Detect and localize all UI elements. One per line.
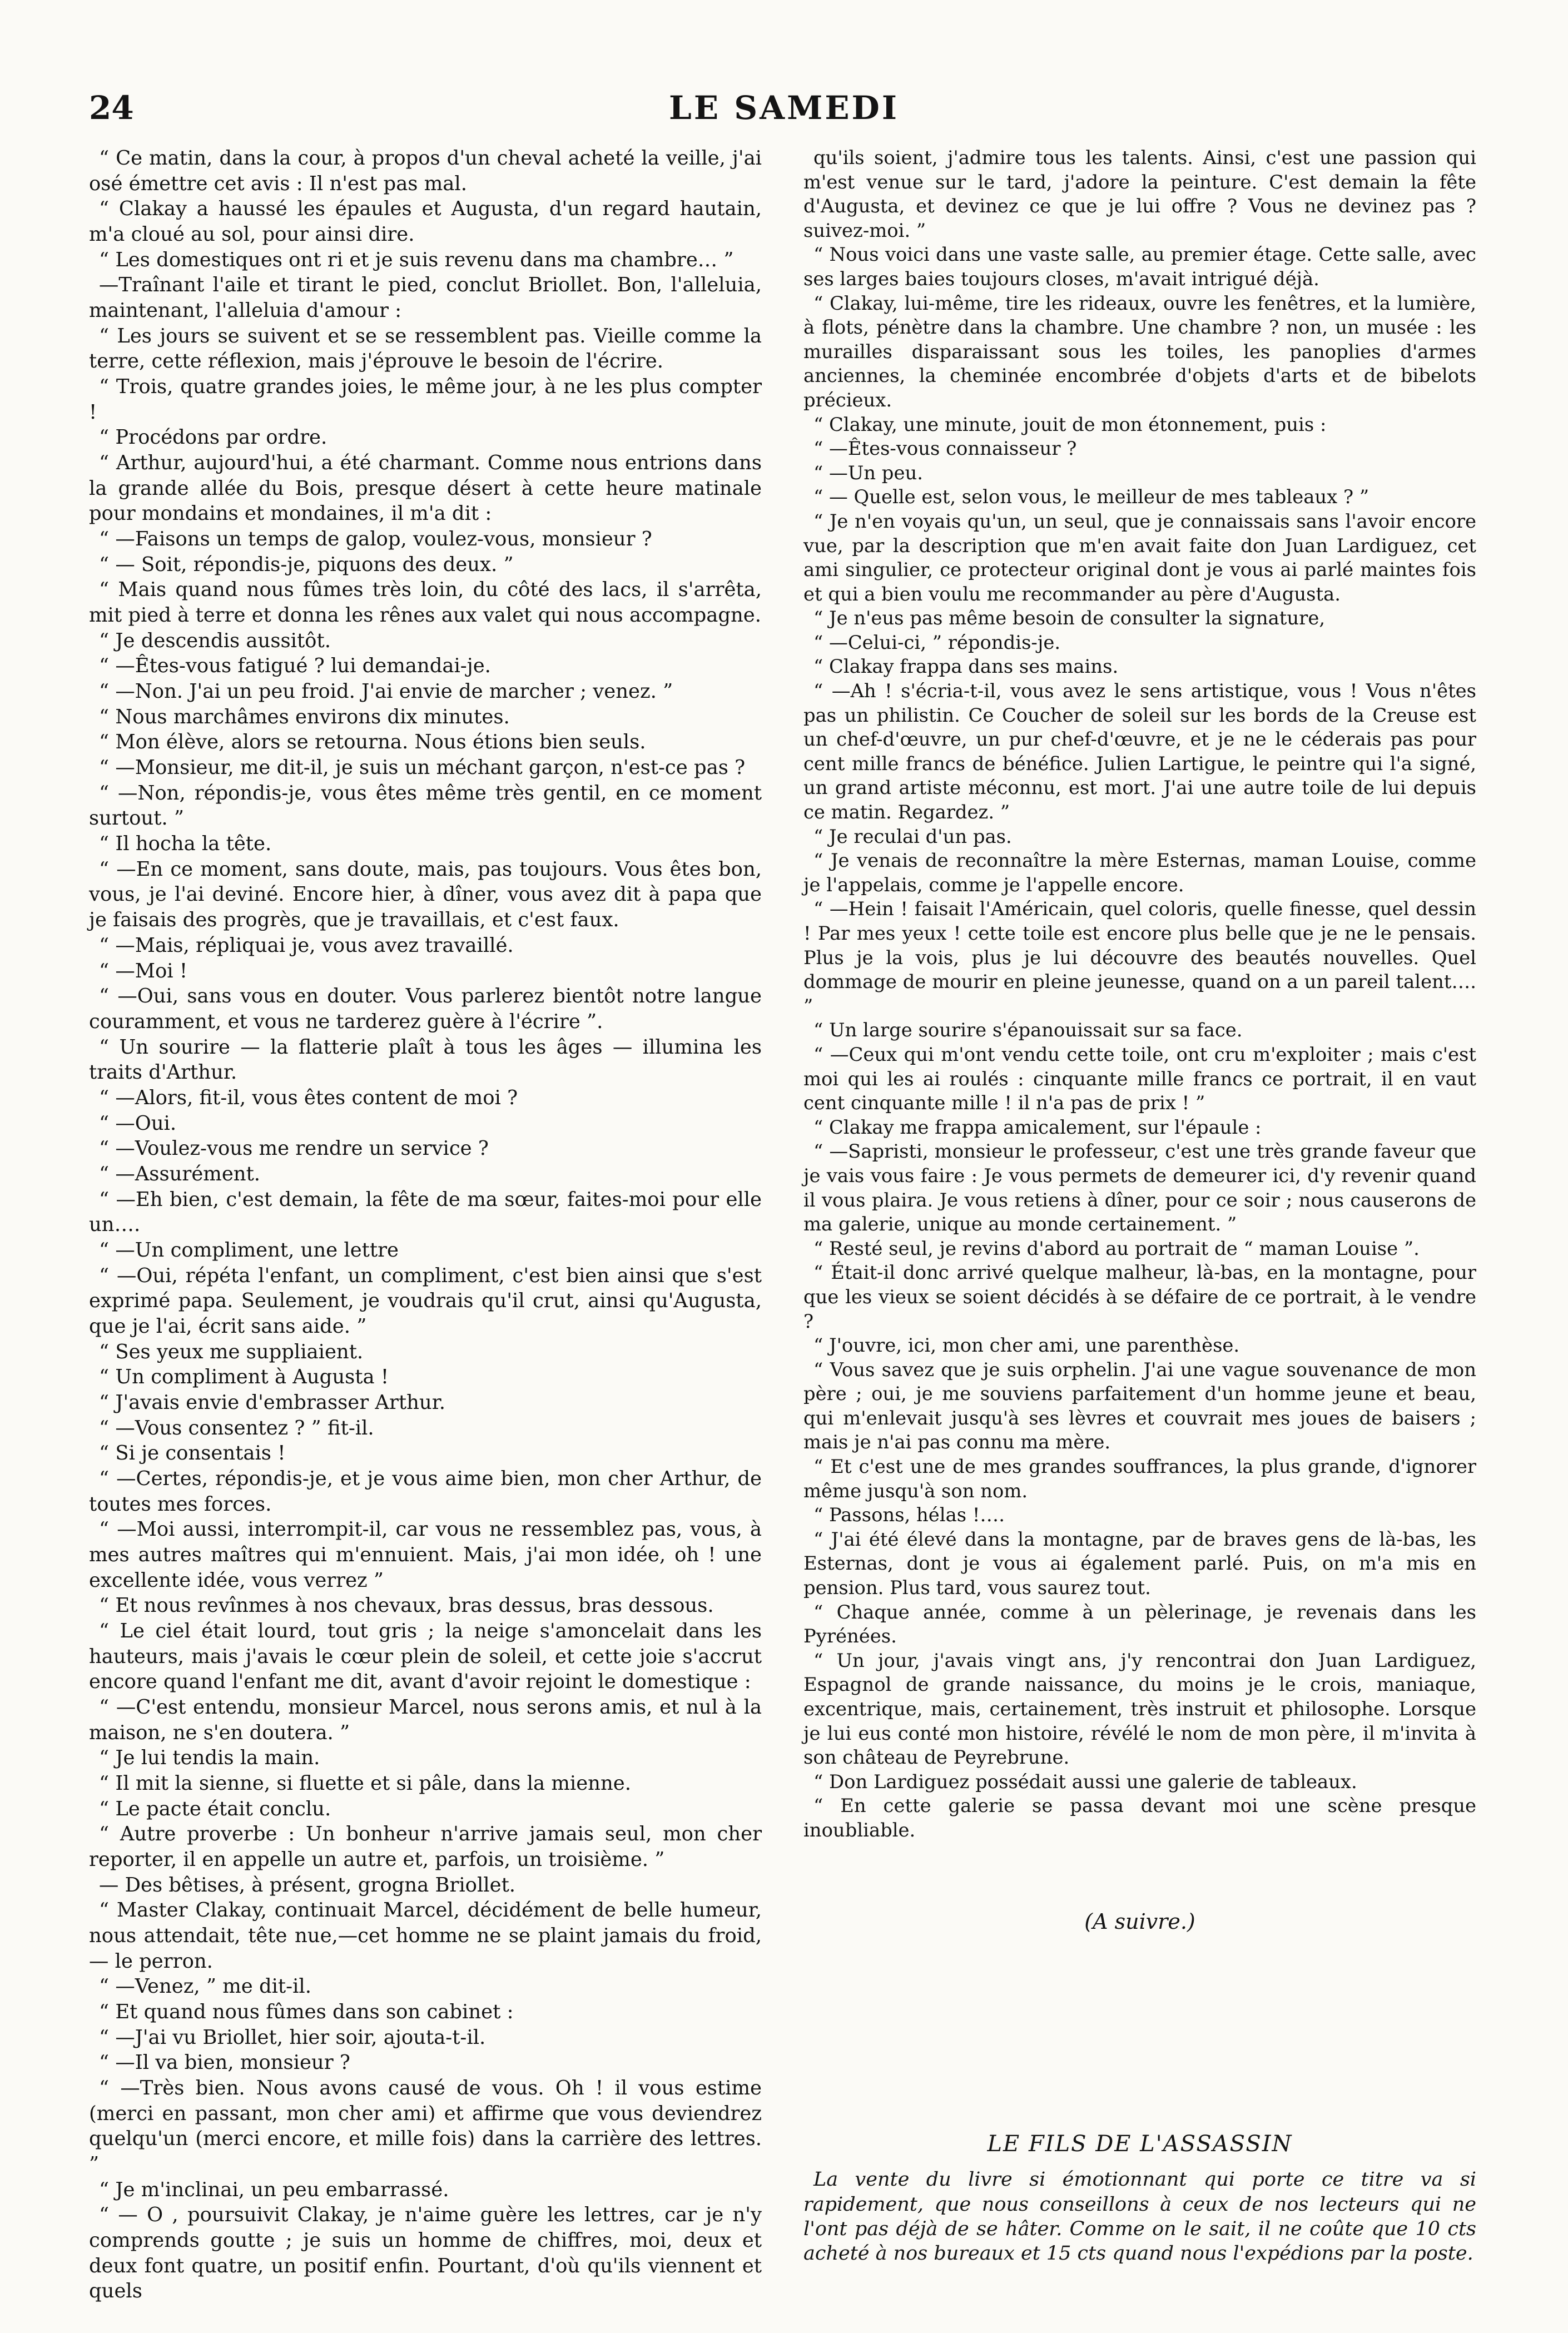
paragraph: “ Il mit la sienne, si fluette et si pâle, dans la mienne.: [99, 1772, 631, 1795]
paragraph: “ Et nous revînmes à nos chevaux, bras dessus, bras dessous.: [99, 1594, 714, 1617]
paragraph: “ —Certes, répondis-je, et je vous aime bien, mon cher Arthur, de toutes mes forces.: [89, 1467, 762, 1516]
paragraph: “ Autre proverbe : Un bonheur n'arrive jamais seul, mon cher reporter, il en appelle un autre et, parfois, un troisième. ”: [89, 1823, 762, 1872]
paragraph: “ Nous marchâmes environs dix minutes.: [99, 705, 510, 728]
paragraph: —Traînant l'aile et tirant le pied, conclut Briollet. Bon, l'alleluia, maintenant, l'alleluia d'amour :: [89, 274, 762, 322]
paragraph: “ —Sapristi, monsieur le professeur, c'est une très grande faveur que je vais vous faire : Je vous permets de demeurer ici, d'y revenir quand il vous plaira. Je vous retiens à dîner, pour ce soir ; nous causerons de ma galerie, unique au monde certainement. ”: [803, 1140, 1476, 1235]
paragraph: “ Nous voici dans une vaste salle, au premier étage. Cette salle, avec ses larges baies toujours closes, m'avait intrigué déjà.: [803, 244, 1476, 290]
paragraph: “ — Quelle est, selon vous, le meilleur de mes tableaux ? ”: [813, 486, 1369, 508]
paragraph: “ —Assurément.: [99, 1162, 261, 1185]
paragraph: “ —Non, répondis-je, vous êtes même très gentil, en ce moment surtout. ”: [89, 781, 762, 830]
paragraph: “ Vous savez que je suis orphelin. J'ai une vague souvenance de mon père ; oui, je me souviens parfaitement d'un homme jeune et beau, qui m'enlevait jusqu'à ses lèvres et couvrait mes joues de baisers ; mais je n'ai pas connu ma mère.: [803, 1358, 1476, 1453]
paragraph: “ Je n'eus pas même besoin de consulter la signature,: [813, 607, 1326, 629]
paragraph: “ —Êtes-vous connaisseur ?: [813, 438, 1077, 460]
paragraph: “ —J'ai vu Briollet, hier soir, ajouta-t-il.: [99, 2026, 486, 2049]
paragraph: “ —En ce moment, sans doute, mais, pas toujours. Vous êtes bon, vous, je l'ai deviné. Encore hier, à dîner, vous avez dit à papa que je faisais des progrès, que je travaillais, et c'est faux.: [89, 857, 762, 932]
paragraph: “ J'ai été élevé dans la montagne, par de braves gens de là-bas, les Esternas, dont je vous ai également parlé. Puis, on m'a mis en pension. Plus tard, vous saurez tout.: [803, 1528, 1476, 1599]
paragraph: “ —Monsieur, me dit-il, je suis un méchant garçon, n'est-ce pas ?: [99, 756, 746, 780]
paragraph: “ Le ciel était lourd, tout gris ; la neige s'amoncelait dans les hauteurs, mais j'avais le cœur plein de soleil, et cette joie s'accrut encore quand l'enfant me dit, avant d'avoir rejoint le domestique :: [89, 1619, 762, 1694]
paragraph: “ Mon élève, alors se retourna. Nous étions bien seuls.: [99, 731, 646, 754]
continuation-note: (A suivre.): [1084, 1909, 1195, 1934]
paragraph: “ Était-il donc arrivé quelque malheur, là-bas, en la montagne, pour que les vieux se soient décidés à se défaire de ce portrait, à le vendre ?: [803, 1262, 1476, 1332]
paragraph: “ —Hein ! faisait l'Américain, quel coloris, quelle finesse, quel dessin ! Par mes yeux ! cette toile est encore plus belle que je ne le pensais. Plus je la vois, plus je lui découvre des beautés nouvelles. Quel dommage de mourir en pleine jeunesse, quand on a un pareil talent…. ”: [803, 898, 1476, 1017]
notice-body: La vente du livre si émotionnant qui porte ce titre va si rapidement, que nous conseillons à ceux de nos lecteurs qui ne l'ont pas déjà de se hâter. Comme on le sait, il ne coûte que 10 cts acheté à nos bureaux et 15 cts quand nous l'expédions par la poste.: [803, 2168, 1476, 2265]
paragraph: “ —Venez, ” me dit-il.: [99, 1975, 312, 1998]
paragraph: “ Ses yeux me suppliaient.: [99, 1340, 364, 1363]
paragraph: “ Un large sourire s'épanouissait sur sa face.: [813, 1019, 1243, 1041]
paragraph: “ —Très bien. Nous avons causé de vous. Oh ! il vous estime (merci en passant, mon cher ami) et affirme que vous deviendrez quelqu'un (merci encore, et mille fois) dans la carrière des lettres. ”: [89, 2077, 762, 2176]
left-column: [89, 146, 762, 2304]
paragraph: “ Je lui tendis la main.: [99, 1746, 320, 1770]
paragraph: “ —Oui, sans vous en douter. Vous parlerez bientôt notre langue couramment, et vous ne tarderez guère à l'écrire ”.: [89, 985, 762, 1033]
paragraph: “ —Êtes-vous fatigué ? lui demandai-je.: [99, 654, 491, 678]
page-number: 24: [89, 89, 134, 127]
paragraph: “ Master Clakay, continuait Marcel, décidément de belle humeur, nous attendait, tête nue,—cet homme ne se plaint jamais du froid,— le perron.: [89, 1899, 762, 1973]
paragraph: “ Un sourire — la flatterie plaît à tous les âges — illumina les traits d'Arthur.: [89, 1035, 762, 1084]
paragraph: “ —Ceux qui m'ont vendu cette toile, ont cru m'exploiter ; mais c'est moi qui les ai roulés : cinquante mille francs ce portrait, il en vaut cent cinquante mille ! il n'a pas de prix ! ”: [803, 1043, 1476, 1114]
paragraph: “ Arthur, aujourd'hui, a été charmant. Comme nous entrions dans la grande allée du Bois, presque désert à cette heure matinale pour mondains et mondaines, il m'a dit :: [89, 451, 762, 525]
paragraph: “ Clakay, une minute, jouit de mon étonnement, puis :: [813, 413, 1327, 435]
paragraph: “ —Alors, fit-il, vous êtes content de moi ?: [99, 1086, 518, 1109]
paragraph: “ Un jour, j'avais vingt ans, j'y rencontrai don Juan Lardiguez, Espagnol de grande naissance, du moins je le crois, maniaque, excentrique, mais, certainement, très instruit et philosophe. Lorsque je lui eus conté mon histoire, révélé le nom de mon père, il m'invita à son château de Peyrebrune.: [803, 1649, 1476, 1769]
paragraph: “ Les jours se suivent et se se ressemblent pas. Vieille comme la terre, cette réflexion, mais j'éprouve le besoin de l'écrire.: [89, 324, 762, 373]
paragraph: “ —Moi !: [99, 959, 188, 982]
paragraph: “ Et c'est une de mes grandes souffrances, la plus grande, d'ignorer même jusqu'à son nom.: [803, 1456, 1476, 1502]
paragraph: “ Je reculai d'un pas.: [813, 825, 1012, 847]
paragraph: “ —Un peu.: [813, 461, 923, 484]
paragraph: “ Et quand nous fûmes dans son cabinet :: [99, 2001, 514, 2024]
paragraph: “ Ce matin, dans la cour, à propos d'un cheval acheté la veille, j'ai osé émettre cet avis : Il n'est pas mal.: [89, 147, 762, 195]
paragraph: “ —Moi aussi, interrompit-il, car vous ne ressemblez pas, vous, à mes autres maîtres qui m'ennuient. Mais, j'ai mon idée, oh ! une excellente idée, vous verrez ”: [89, 1518, 762, 1592]
paragraph: “ Resté seul, je revins d'abord au portrait de “ maman Louise ”.: [813, 1237, 1420, 1259]
paragraph: “ Chaque année, comme à un pèlerinage, je revenais dans les Pyrénées.: [803, 1601, 1476, 1647]
paragraph: “ —Oui.: [99, 1111, 177, 1135]
paragraph: “ —Celui-ci, ” répondis-je.: [813, 631, 1061, 653]
running-head: [89, 89, 1479, 139]
paragraph: “ Les domestiques ont ri et je suis revenu dans ma chambre… ”: [99, 248, 734, 271]
paragraph: “ —Non. J'ai un peu froid. J'ai envie de marcher ; venez. ”: [99, 680, 673, 703]
journal-title: LE SAMEDI: [669, 89, 899, 127]
paragraph: “ Clakay frappa dans ses mains.: [813, 656, 1119, 678]
paragraph: “ —C'est entendu, monsieur Marcel, nous serons amis, et nul à la maison, ne s'en doutera. ”: [89, 1695, 762, 1744]
paragraph: “ —Un compliment, une lettre: [99, 1238, 399, 1262]
paragraph: “ Passons, hélas !….: [813, 1504, 1005, 1526]
right-column: [803, 146, 1476, 2266]
paragraph: “ J'ouvre, ici, mon cher ami, une parenthèse.: [813, 1334, 1240, 1357]
paragraph: “ —Voulez-vous me rendre un service ?: [99, 1137, 489, 1160]
paragraph: “ — O , poursuivit Clakay, je n'aime guère les lettres, car je n'y comprends goutte ; je suis un homme de chiffres, moi, deux et deux font quatre, un positif enfin. Pourtant, d'où qu'ils viennent et quels: [89, 2203, 762, 2303]
paragraph: “ Clakay, lui-même, tire les rideaux, ouvre les fenêtres, et la lumière, à flots, pénètre dans la chambre. Une chambre ? non, un musée : les murailles disparaissant sous les toiles, les panoplies d'armes anciennes, la cheminée encombrée d'objets d'arts et de bibelots précieux.: [803, 292, 1476, 411]
paragraph: qu'ils soient, j'admire tous les talents. Ainsi, c'est une passion qui m'est venue sur le tard, j'adore la peinture. C'est demain la fête d'Augusta, et devinez ce que je lui offre ? Vous ne devinez pas ? suivez-moi. ”: [803, 147, 1476, 241]
notice-title: LE FILS DE L'ASSASSIN: [987, 2131, 1293, 2157]
paragraph: “ —Eh bien, c'est demain, la fête de ma sœur, faites-moi pour elle un….: [89, 1188, 762, 1237]
paragraph: “ Mais quand nous fûmes très loin, du côté des lacs, il s'arrêta, mit pied à terre et donna les rênes aux valet qui nous accompagne.: [89, 578, 762, 627]
paragraph: “ Le pacte était conclu.: [99, 1797, 331, 1820]
paragraph: “ —Faisons un temps de galop, voulez-vous, monsieur ?: [99, 528, 652, 551]
paragraph: “ Trois, quatre grandes joies, le même jour, à ne les plus compter !: [89, 375, 762, 424]
paragraph: “ —Ah ! s'écria-t-il, vous avez le sens artistique, vous ! Vous n'êtes pas un philistin. Ce Coucher de soleil sur les bords de la Creuse est un chef-d'œuvre, un pur chef-d'œuvre, et je ne le céderais pas pour cent mille francs de bénéfice. Julien Lartigue, le peintre qui l'a signé, un grand artiste méconnu, est mort. J'ai une autre toile de lui depuis ce matin. Regardez. ”: [803, 680, 1476, 823]
paragraph: — Des bêtises, à présent, grogna Briollet.: [99, 1873, 516, 1897]
paragraph: “ Clakay a haussé les épaules et Augusta, d'un regard hautain, m'a cloué au sol, pour ainsi dire.: [89, 197, 762, 246]
paragraph: “ En cette galerie se passa devant moi une scène presque inoubliable.: [803, 1795, 1476, 1841]
paragraph: “ Il hocha la tête.: [99, 832, 272, 856]
right-column-text: [803, 146, 1476, 1843]
paragraph: “ Don Lardiguez possédait aussi une galerie de tableaux.: [813, 1770, 1357, 1793]
paragraph: “ — Soit, répondis-je, piquons des deux. ”: [99, 553, 514, 576]
paragraph: “ —Il va bien, monsieur ?: [99, 2051, 350, 2074]
paragraph: “ Clakay me frappa amicalement, sur l'épaule :: [813, 1116, 1262, 1138]
paragraph: “ J'avais envie d'embrasser Arthur.: [99, 1391, 445, 1414]
paragraph: “ Je descendis aussitôt.: [99, 629, 331, 652]
paragraph: “ Je m'inclinai, un peu embarrassé.: [99, 2178, 449, 2201]
paragraph: “ —Oui, répéta l'enfant, un compliment, c'est bien ainsi que s'est exprimé papa. Seulement, je voudrais qu'il crut, ainsi qu'Augusta, que je l'ai, écrit sans aide. ”: [89, 1264, 762, 1338]
paragraph: “ Je n'en voyais qu'un, un seul, que je connaissais sans l'avoir encore vue, par la description que m'en avait faite don Juan Lardiguez, cet ami singulier, ce protecteur original dont je vous ai parlé maintes fois et qui a bien voulu me recommander au père d'Augusta.: [803, 510, 1476, 605]
paragraph: “ —Vous consentez ? ” fit-il.: [99, 1416, 374, 1439]
paragraph: “ —Mais, répliquai je, vous avez travaillé.: [99, 934, 514, 957]
paragraph: “ Je venais de reconnaître la mère Esternas, maman Louise, comme je l'appelais, comme je l'appelle encore.: [803, 850, 1476, 896]
paragraph: “ Un compliment à Augusta !: [99, 1366, 389, 1389]
paragraph: “ Procédons par ordre.: [99, 426, 328, 449]
paragraph: “ Si je consentais !: [99, 1442, 286, 1465]
